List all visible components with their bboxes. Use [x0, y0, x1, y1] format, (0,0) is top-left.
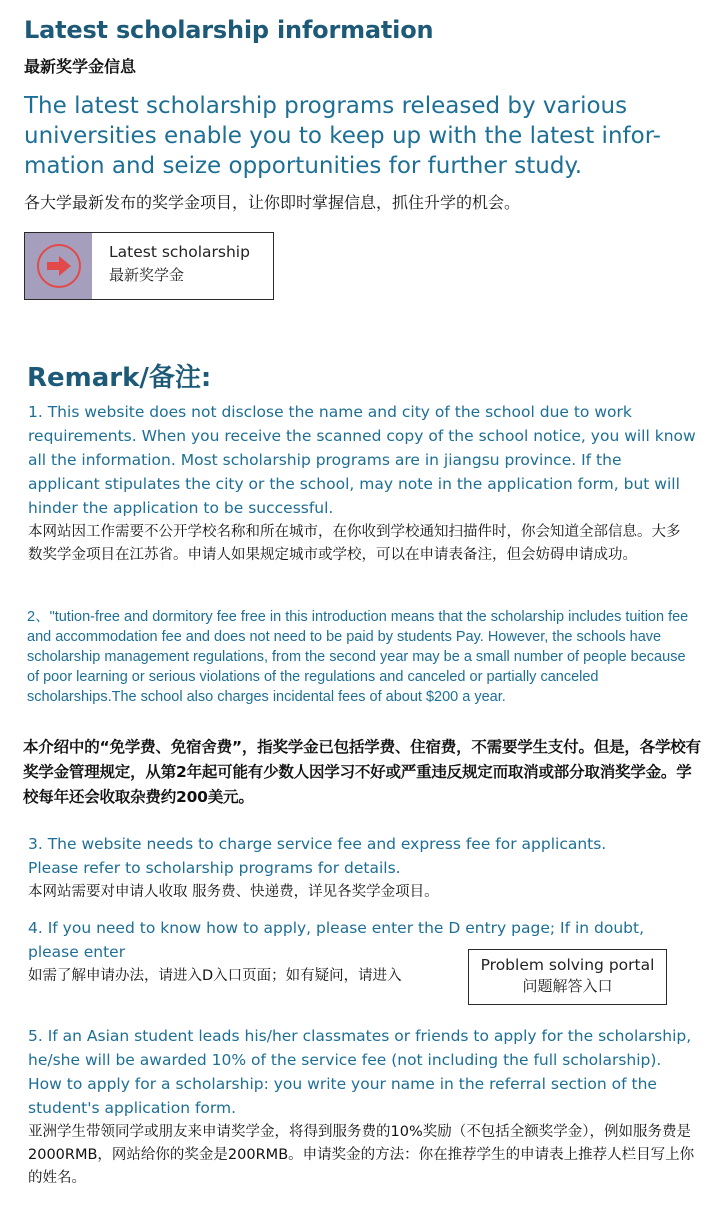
- portal-label-cn: 问题解答入口: [522, 977, 613, 995]
- note-4-cn: 如需了解申请办法，请进入D入口页面；如有疑问，请进入: [28, 968, 402, 984]
- card-label: [92, 233, 250, 299]
- note-4-en: 4. If you need to know how to apply, please enter the D entry page; If in doubt, please enter: [28, 919, 645, 961]
- card-label-cn: 最新奖学金: [109, 266, 185, 284]
- latest-scholarship-button[interactable]: [24, 232, 274, 300]
- remark-heading: Remark/备注:: [27, 363, 212, 393]
- note-2-en: 2、"tution-free and dormitory fee free in this introduction means that the scholarship includes tuition fee and accommodation fee and does not need to be paid by students Pay. However, the schools have scholarship management regulations, from the second year may be a small number of people because of poor learning or serious violations of the regulations and canceled or partially canceled scholarships.The school also charges incidental fees of about $200 a year.: [27, 609, 689, 705]
- page-title: Latest scholarship information: [24, 16, 434, 44]
- note-2-cn: 本介绍中的“免学费、免宿舍费”，指奖学金已包括学费、住宿费，不需要学生支付。但是，各学校有奖学金管理规定，从第2年起可能有少数人因学习不好或严重违反规定而取消或部分取消奖学金。学校每年还会收取杂费约200美元。: [23, 738, 701, 806]
- arrow-right-icon: [37, 244, 81, 288]
- note-3-cn: 本网站需要对申请人收取 服务费、快递费，详见各奖学金项目。: [28, 884, 439, 900]
- lead-paragraph-cn: 各大学最新发布的奖学金项目，让你即时掌握信息，抓住升学的机会。: [24, 193, 521, 212]
- problem-solving-portal-button[interactable]: [468, 949, 667, 1005]
- note-5-en: 5. If an Asian student leads his/her classmates or friends to apply for the scholarship, he/she will be awarded 10% of the service fee (not including the full scholarship). How to apply for a scholarship: you write your name in the referral section of the student's application form.: [28, 1027, 692, 1117]
- page-title-cn: 最新奖学金信息: [24, 57, 137, 76]
- lead-paragraph: The latest scholarship programs released by various universities enable you to keep up with the latest infor-mation and seize opportunities for further study.: [24, 93, 661, 179]
- note-5-cn: 亚洲学生带领同学或朋友来申请奖学金，将得到服务费的10%奖励（不包括全额奖学金），例如服务费是2000RMB，网站给你的奖金是200RMB。申请奖金的方法：你在推荐学生的申请表上推荐人栏目写上你的姓名。: [28, 1124, 695, 1186]
- card-label-en: Latest scholarship: [109, 243, 250, 261]
- portal-label-en: Problem solving portal: [480, 956, 655, 974]
- note-1-cn: 本网站因工作需要不公开学校名称和所在城市，在你收到学校通知扫描件时，你会知道全部信息。大多数奖学金项目在江苏省。申请人如果规定城市或学校，可以在申请表备注，但会妨碍申请成功。: [28, 524, 681, 563]
- card-icon-panel: [25, 233, 92, 299]
- note-1-en: 1. This website does not disclose the name and city of the school due to work requirements. When you receive the scanned copy of the school notice, you will know all the information. Most scholarship programs are in jiangsu province. If the applicant stipulates the city or the school, may note in the application form, but will hinder the application to be successful.: [28, 403, 696, 517]
- note-3-en: 3. The website needs to charge service fee and express fee for applicants. Please refer to scholarship programs for details.: [28, 835, 607, 877]
